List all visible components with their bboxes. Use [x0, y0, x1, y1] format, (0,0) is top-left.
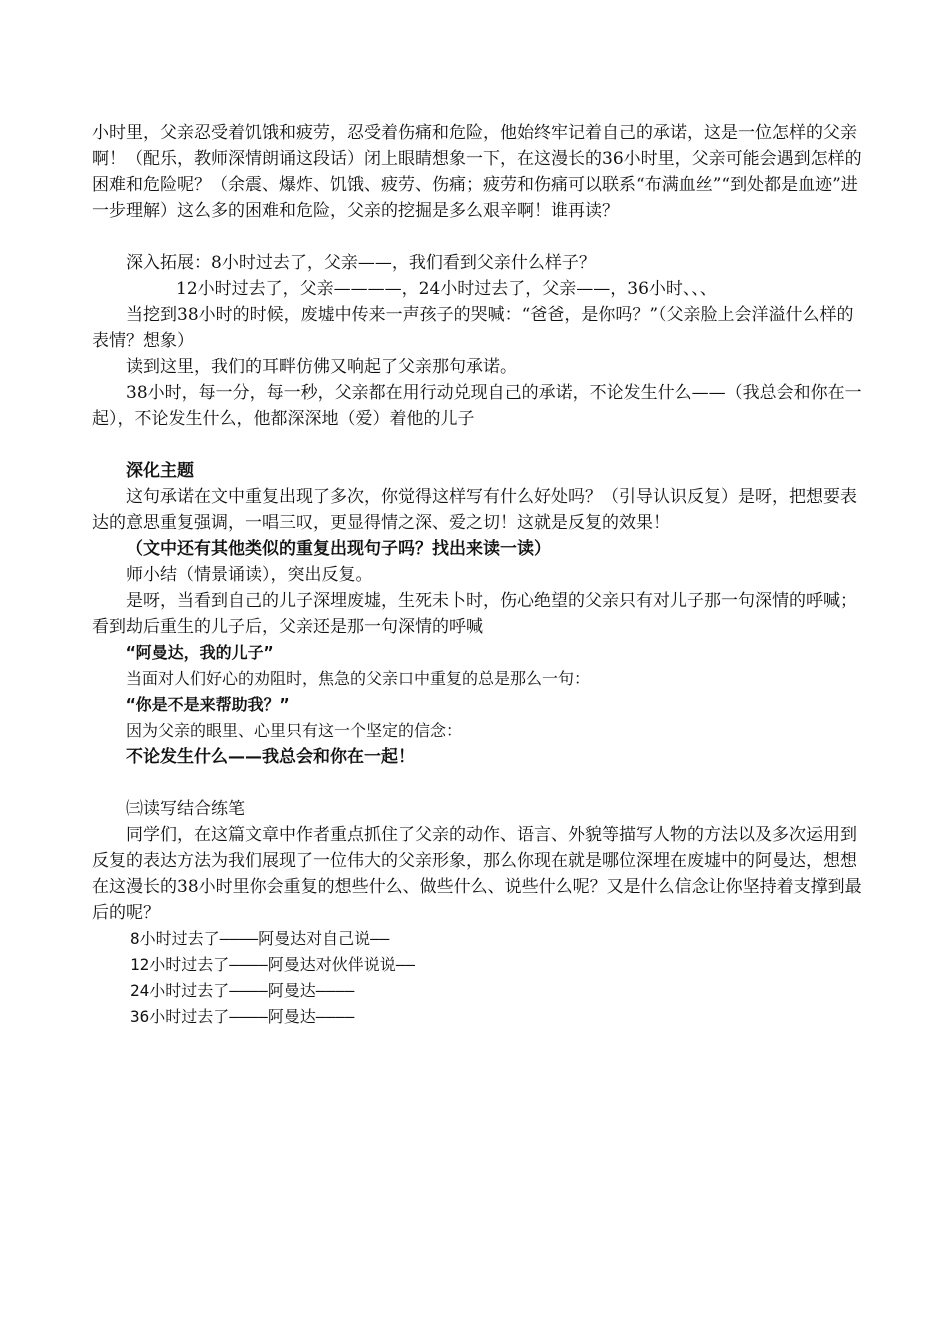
paragraph-promise-echo: 读到这里，我们的耳畔仿佛又响起了父亲那句承诺。 [126, 357, 517, 377]
paragraph-facing-dissuasion: 当面对人们好心的劝阻时，焦急的父亲口中重复的总是那么一句： [126, 669, 591, 688]
paragraph-38-hours-cry: 当挖到38小时的时候，废墟中传来一声孩子的哭喊：“爸爸，是你吗？”（父亲脸上会洋溢什么样的表情？想象） [92, 305, 854, 351]
paragraph-find-similar: （文中还有其他类似的重复出现句子吗？找出来读一读） [126, 539, 551, 559]
paragraph-firm-belief: 因为父亲的眼里、心里只有这一个坚定的信念： [126, 721, 463, 740]
spacer [92, 432, 862, 458]
spacer [92, 224, 862, 250]
paragraph-repetition-effect: 这句承诺在文中重复出现了多次，你觉得这样写有什么好处吗？（引导认识反复）是呀，把想要表达的意思重复强调，一唱三叹，更显得情之深、爱之切！这就是反复的效果！ [92, 487, 857, 533]
section-heading-reading-writing: ㈢读写结合练笔 [126, 799, 245, 819]
practice-line-36h: 36小时过去了————阿曼达———— [130, 1007, 355, 1026]
paragraph-writing-prompt: 同学们，在这篇文章中作者重点抓住了父亲的动作、语言、外貌等描写人物的方法以及多次运用到反复的表达方法为我们展现了一位伟大的父亲形象，那么你现在就是哪位深埋在废墟中的阿曼达，想想在这漫长的38小时里你会重复的想些什么、做些什么、说些什么呢？又是什么信念让你坚持着支撑到最后的呢？ [92, 825, 862, 923]
paragraph-hours-passed: 12小时过去了，父亲————，24小时过去了，父亲——，36小时、、、 [176, 279, 717, 299]
document-page [92, 120, 862, 1030]
practice-line-24h: 24小时过去了————阿曼达———— [130, 981, 355, 1000]
paragraph-father-calls: 是呀，当看到自己的儿子深埋废墟，生死未卜时，伤心绝望的父亲只有对儿子那一句深情的呼喊；看到劫后重生的儿子后，父亲还是那一句深情的呼喊 [92, 591, 857, 637]
quote-amanda-my-son: “阿曼达，我的儿子” [126, 643, 274, 662]
paragraph-teacher-summary: 师小结（情景诵读），突出反复。 [126, 565, 373, 585]
spacer [92, 770, 862, 796]
practice-line-12h: 12小时过去了————阿曼达对伙伴说说—— [130, 955, 416, 974]
paragraph-deep-extension: 深入拓展：8小时过去了，父亲——，我们看到父亲什么样子？ [126, 253, 596, 273]
practice-line-8h: 8小时过去了————阿曼达对自己说—— [130, 929, 390, 948]
section-heading-deepen-theme: 深化主题 [126, 461, 194, 481]
paragraph-38-hours-action: 38小时，每一分，每一秒，父亲都在用行动兑现自己的承诺，不论发生什么——（我总会和你在一起），不论发生什么，他都深深地（爱）着他的儿子 [92, 383, 862, 429]
paragraph-father-36-hours: 小时里，父亲忍受着饥饿和疲劳，忍受着伤痛和危险，他始终牢记着自己的承诺，这是一位怎样的父亲啊！（配乐，教师深情朗诵这段话）闭上眼睛想象一下，在这漫长的36小时里，父亲可能会遇到怎样的困难和危险呢？（余震、爆炸、饥饿、疲劳、伤痛；疲劳和伤痛可以联系“布满血丝”“到处都是血迹”进一步理解）这么多的困难和危险，父亲的挖掘是多么艰辛啊！谁再读？ [92, 123, 862, 221]
quote-are-you-helping: “你是不是来帮助我？” [126, 695, 290, 714]
quote-always-with-you: 不论发生什么——我总会和你在一起！ [126, 747, 415, 767]
